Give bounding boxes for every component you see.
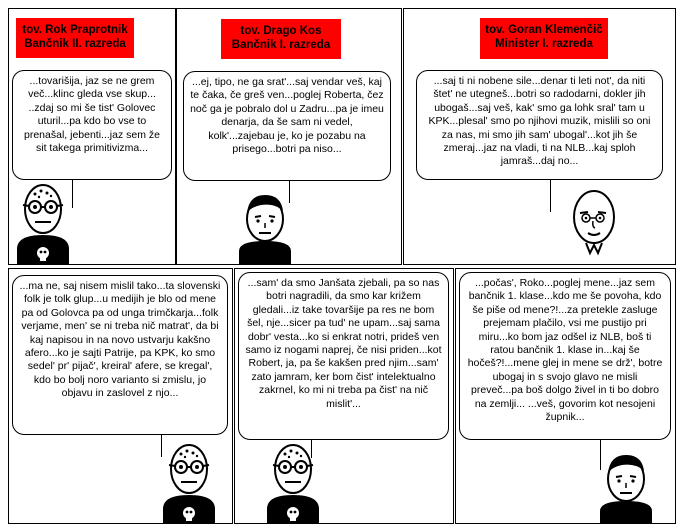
- dark-hair-man-icon: [235, 185, 295, 265]
- comic-panel-5: [234, 268, 454, 524]
- comic-panel-3: [403, 8, 676, 265]
- panel-3-speech-bubble: ...saj ti ni nobene sile...denar ti leti not', da niti štet' ne utegneš...botri so radodarni, dokler jih ubogaš...saj veš, kak' smo ga lohk sral' tam u KPK...plesal' smo po njihovi muzik, mislili so oni za nas, mi smo jih sam' ubogal'...kot jih še zmeraj...jaz na vladi, ti na NLB...kaj sploh jamraš...daj no...: [416, 70, 663, 180]
- panel-3-bubble-tail: [550, 180, 551, 212]
- bald-man-glasses-skull-shirt-icon: [159, 429, 219, 524]
- bald-man-glasses-skull-shirt-icon: [13, 169, 73, 265]
- panel-6-speech-bubble: ...počas', Roko...poglej mene...jaz sem bančnik 1. klase...kdo me še povoha, kdo še piše od mene?!...za pretekle zasluge prejemam plačilo, vsi me pustijo pri miru...ko bom jaz odšel iz NLB, boš ti ratou bančnik 1. klase in...kaj še hočeš?!...mene glej in mene se drž', botre ubogaj in s svojo glavo ne misli preveč...pa boš dolgo živel in ti bo dobro na zemlji... ...veš, govorim kot nesojeni župnik...: [459, 272, 671, 440]
- comic-panel-1: [8, 8, 176, 265]
- panel-2-caption: tov. Drago Kos Bančnik I. razreda: [221, 19, 341, 59]
- comic-panel-4: [8, 268, 233, 524]
- panel-1-caption: tov. Rok Praprotnik Bančnik II. razreda: [16, 18, 134, 58]
- comic-panel-6: [455, 268, 676, 524]
- panel-4-speech-bubble: ...ma ne, saj nisem mislil tako...ta slovenski folk je tolk glup...u medijih je blo od mene pa od Golovca pa od unga trimčkarja...folk verjame, men' se ni treba nič matrat', da bi kaj napisou in na novo ustvarju kakšno afero...ko je sajti Patrije, pa KPK, ko smo sedel' pr' pijač', kreiral' afere, se kregal', kdo bo bolj noro varianto si zmislu, jo objavu in zaslovel z njo...: [12, 275, 228, 435]
- dark-hair-man-icon: [596, 445, 656, 524]
- panel-1-speech-bubble: ...tovarišija, jaz se ne grem več...klinc gleda vse skup... ..zdaj so mi še tist' Golovec uturil...pa kdo bo vse to prenašal, jebenti...jaz sem že sit takega primitivizma...: [12, 70, 172, 180]
- bald-man-small-glasses-icon: [564, 187, 624, 265]
- panel-5-speech-bubble: ...sam' da smo Janšata zjebali, pa so nas botri nagradili, da smo kar križem gledali...iz take tovaršije pa res ne bom šel, nje...sicer pa tud' ne upam...saj sama dobr' vesta...ko si enkrat notri, prideš ven samo iz nogami naprej, če nisi priden...kot Robert, ja, pa še kakšen pred njim...sam' zato jamram, ker bom čist' intelektualno zakrnel, ko mi ni treba pa čist' na nič mislit'...: [238, 272, 449, 440]
- panel-3-caption: tov. Goran Klemenčič Minister I. razreda: [480, 18, 608, 59]
- panel-2-speech-bubble: ...ej, tipo, ne ga srat'...saj vendar veš, kaj te čaka, če greš ven...poglej Roberta, čez noč ga je pobralo dol u Zadru...pa je imeu denarja, da še sam ni vedel, kolk'...zajebau je, ko je pozabu na prisego...botri pa niso...: [183, 71, 391, 181]
- bald-man-glasses-skull-shirt-icon: [263, 429, 323, 524]
- comic-panel-2: [176, 8, 402, 265]
